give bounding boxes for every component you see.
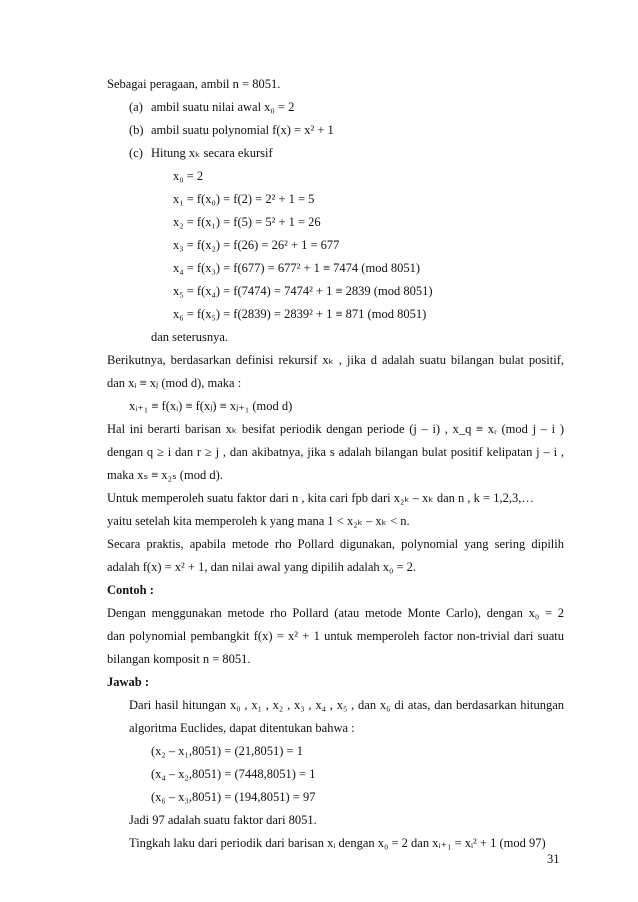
step-text: ambil suatu nilai awal x₀ = 2	[151, 100, 295, 114]
step-label: (a)	[129, 100, 143, 114]
congruence-line: xᵢ₊₁ ≡ f(xᵢ) ≡ f(xⱼ) ≡ xⱼ₊₁ (mod d)	[129, 399, 293, 413]
step-b	[107, 120, 564, 143]
paragraph-line: dan polynomial pembangkit f(x) = x² + 1 untuk memperoleh factor non-trivial dari suatu	[107, 629, 564, 643]
step-text: ambil suatu polynomial f(x) = x² + 1	[151, 123, 334, 137]
jawab-heading: Jawab :	[107, 675, 150, 689]
paragraph-line: dan xᵢ ≡ xⱼ (mod d), maka :	[107, 376, 242, 390]
paragraph-line: yaitu setelah kita memperoleh k yang mana 1 < x₂ₖ – xₖ < n.	[107, 514, 410, 528]
page-number: 31	[547, 852, 560, 866]
paragraph-line: bilangan komposit n = 8051.	[107, 652, 251, 666]
step-text: Hitung xₖ secara ekursif	[151, 146, 273, 160]
paragraph-line: Berikutnya, berdasarkan definisi rekursif xₖ , jika d adalah suatu bilangan bulat positif,	[107, 353, 564, 367]
paragraph-line: adalah f(x) = x² + 1, dan nilai awal yang dipilih adalah x₀ = 2.	[107, 560, 417, 574]
seterusnya-line: dan seterusnya.	[151, 330, 229, 344]
sequence-line: x₀ = 2	[173, 169, 204, 183]
gcd-line: (x₆ – x₃,8051) = (194,8051) = 97	[151, 790, 316, 804]
step-c	[107, 143, 564, 166]
gcd-line: (x₂ – x₁,8051) = (21,8051) = 1	[151, 744, 303, 758]
sequence-line: x₄ = f(x₃) = f(677) = 677² + 1 ≡ 7474 (mod 8051)	[173, 261, 420, 275]
paragraph-line: Dengan menggunakan metode rho Pollard (atau metode Monte Carlo), dengan x₀ = 2	[107, 606, 564, 620]
last-line: Tingkah laku dari periodik dari barisan xᵢ dengan x₀ = 2 dan xᵢ₊₁ = xᵢ² + 1 (mod 97)	[129, 836, 546, 850]
paragraph-line: Secara praktis, apabila metode rho Pollard digunakan, polynomial yang sering dipilih	[107, 537, 564, 551]
step-label: (b)	[129, 123, 144, 137]
sequence-line: x₅ = f(x₄) = f(7474) = 7474² + 1 ≡ 2839 (mod 8051)	[173, 284, 433, 298]
paragraph-line: algoritma Euclides, dapat ditentukan bahwa :	[129, 721, 355, 735]
sequence-line: x₂ = f(x₁) = f(5) = 5² + 1 = 26	[173, 215, 321, 229]
paragraph-line: Untuk memperoleh suatu faktor dari n , kita cari fpb dari x₂ₖ – xₖ dan n , k = 1,2,3,…	[107, 491, 534, 505]
paragraph-line: Dari hasil hitungan x₀ , x₁ , x₂ , x₃ , x₄ , x₅ , dan x₆ di atas, dan berdasarkan hitungan	[129, 698, 564, 712]
step-a	[107, 97, 564, 120]
sequence-line: x₆ = f(x₅) = f(2839) = 2839² + 1 ≡ 871 (mod 8051)	[173, 307, 427, 321]
gcd-line: (x₄ – x₂,8051) = (7448,8051) = 1	[151, 767, 316, 781]
paragraph-line: maka xₛ ≡ x₂ₛ (mod d).	[107, 468, 223, 482]
sequence-line: x₃ = f(x₂) = f(26) = 26² + 1 = 677	[173, 238, 340, 252]
paragraph-line: dengan q ≥ i dan r ≥ j , dan akibatnya, jika s adalah bilangan bulat positif kelipatan j – i ,	[107, 445, 564, 459]
contoh-heading: Contoh :	[107, 583, 154, 597]
paragraph-line: Hal ini berarti barisan xₖ besifat periodik dengan periode (j – i) , x_q ≡ xᵣ (mod j – i )	[107, 422, 564, 436]
page-content	[107, 74, 564, 856]
step-label: (c)	[129, 146, 143, 160]
intro-line: Sebagai peragaan, ambil n = 8051.	[107, 77, 281, 91]
sequence-line: x₁ = f(x₀) = f(2) = 2² + 1 = 5	[173, 192, 315, 206]
conclusion-line: Jadi 97 adalah suatu faktor dari 8051.	[129, 813, 317, 827]
